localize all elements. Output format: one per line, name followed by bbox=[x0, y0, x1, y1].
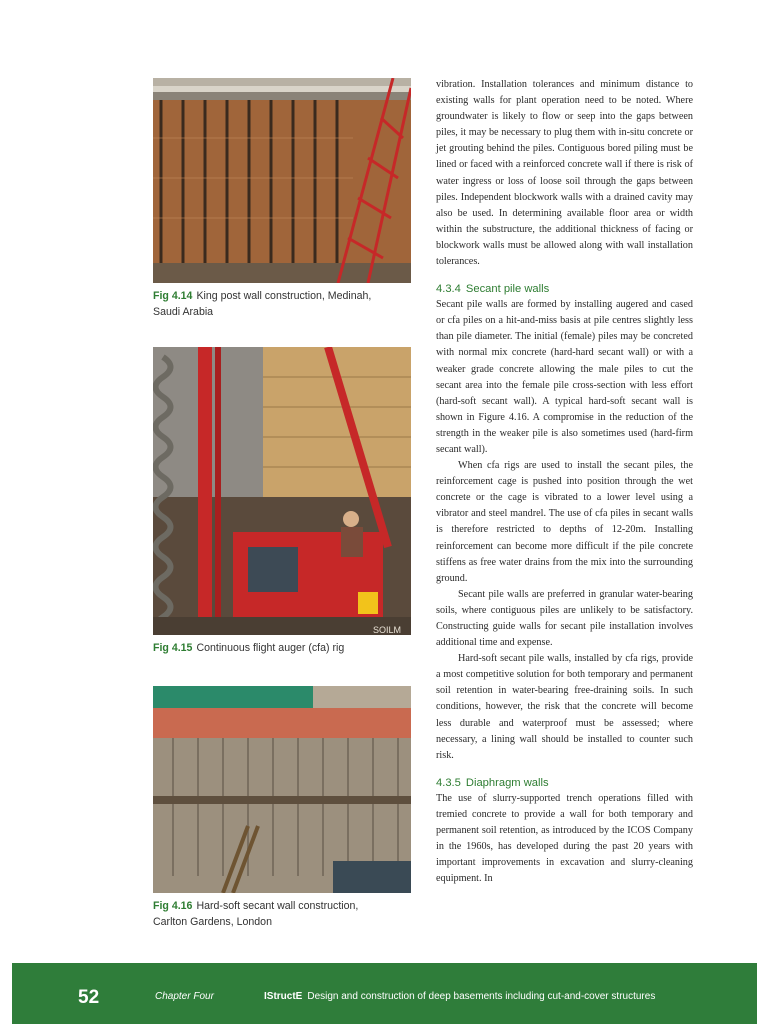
figure-label: Fig 4.14 bbox=[153, 290, 193, 302]
section-number: 4.3.5 bbox=[436, 776, 461, 789]
caption-line: Saudi Arabia bbox=[153, 305, 214, 318]
page-number: 52 bbox=[78, 987, 100, 1008]
figure-4-15 bbox=[153, 347, 411, 657]
figure-label: Fig 4.15 bbox=[153, 642, 193, 654]
figure-4-14 bbox=[153, 78, 411, 320]
figure-caption bbox=[153, 641, 411, 657]
section-heading-4-3-5 bbox=[436, 775, 693, 791]
paragraph: Secant pile walls are preferred in granular water-bearing soils, where contiguous piles are unlikely to be satisfactory. Constructing guide walls for secant pile installation involves additional time and expense. bbox=[436, 588, 693, 649]
figure-caption bbox=[153, 289, 411, 320]
cfa-rig-photo bbox=[153, 347, 411, 635]
caption-line: King post wall construction, Medinah, bbox=[196, 290, 372, 302]
secant-wall-photo bbox=[153, 686, 411, 893]
king-post-wall-photo bbox=[153, 78, 411, 283]
figure-label: Fig 4.16 bbox=[153, 900, 193, 912]
caption-line: Carlton Gardens, London bbox=[153, 915, 272, 928]
photo-sign-text: SOILM bbox=[373, 625, 402, 635]
caption-line: Continuous flight auger (cfa) rig bbox=[196, 642, 345, 654]
publication-title bbox=[264, 991, 655, 1002]
figure-caption bbox=[153, 899, 411, 930]
paragraph: When cfa rigs are used to install the secant piles, the reinforcement cage is pushed into position through the wet concrete or the cage is vibrated to a lower level using a vibrator and steel mandrel. The use of cfa piles in secant walls is therefore restricted to depths of 12-20m. Installing reinforcement can become more difficult if the pile concrete stiffens as free water drains from the mix into the surrounding ground. bbox=[436, 460, 693, 584]
brand-name: IStructE bbox=[264, 991, 303, 1002]
chapter-label: Chapter Four bbox=[155, 991, 214, 1002]
paragraph: The use of slurry-supported trench operations filled with tremied concrete to provide a wall for both temporary and permanent soil retention, as introduced by the ICOS Company in the 1960s, has developed during the past 20 years with important improvements in excavation and slurry-cleaning equipment. In bbox=[436, 792, 693, 885]
page-footer bbox=[12, 963, 757, 1024]
section-title: Diaphragm walls bbox=[465, 776, 549, 789]
publication-name: Design and construction of deep basements including cut-and-cover structures bbox=[307, 991, 656, 1002]
body-text-column bbox=[436, 77, 693, 887]
figure-4-16 bbox=[153, 686, 411, 930]
paragraph: Hard-soft secant pile walls, installed by cfa rigs, provide a most competitive solution for both temporary and permanent soil retention in water-bearing free-draining soils. In such conditions, however, the risk that the concrete will become less durable and waterproof must be assessed; where necessary, a lining wall should be installed to counter such risk. bbox=[436, 653, 693, 761]
paragraph: Secant pile walls are formed by installing augered and cased or cfa piles on a hit-and-miss basis at pile centres slightly less than pile diameter. The initial (female) piles may be concreted with normal mix concrete (hard-hard secant wall) or with a weaker grade concrete allowing the male piles to cut the secant area into the female pile cross-section with less effort (hard-soft secant wall). A typical hard-soft secant wall is shown in Figure 4.16. A compromise in the reduction of the strength in the weaker pile is also sometimes used (hard-firm secant wall). bbox=[436, 299, 693, 455]
section-title: Secant pile walls bbox=[465, 283, 550, 296]
section-number: 4.3.4 bbox=[436, 283, 461, 296]
intro-paragraph: vibration. Installation tolerances and minimum distance to existing walls for plant operation need to be noted. Where groundwater is likely to flow or seep into the gaps between piles, it may be necessary to plug them with in-situ concrete or jet grouting behind the piles. Contiguous bored piling must be lined or faced with a reinforced concrete wall if there is risk of water ingress or loss of loose soil through the gaps between piles. Independent blockwork walls with a drained cavity may also be used. In determining available floor area or width within the substructure, the additional thickness of facing or blockwork walls must be allowed along with wall installation tolerances. bbox=[436, 79, 693, 268]
caption-line: Hard-soft secant wall construction, bbox=[196, 900, 359, 912]
section-heading-4-3-4 bbox=[436, 281, 693, 297]
